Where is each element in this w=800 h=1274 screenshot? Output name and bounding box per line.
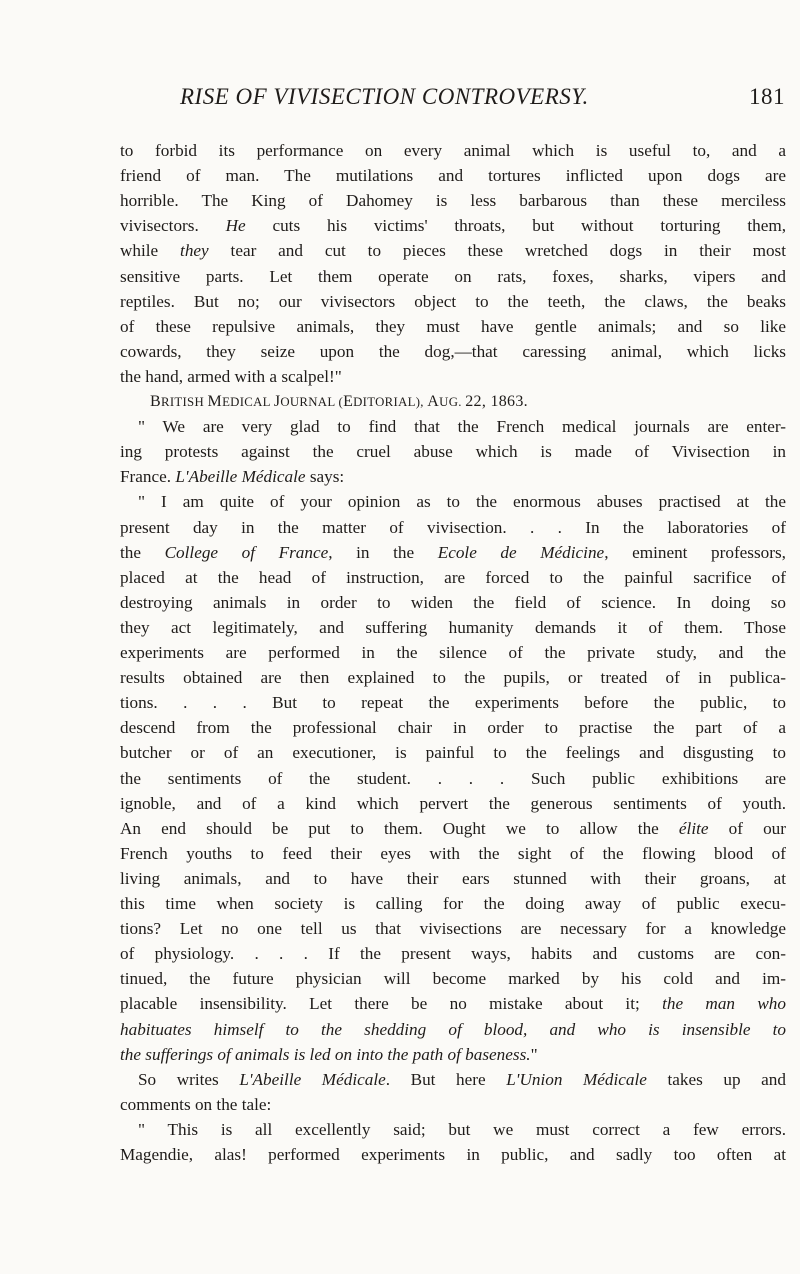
text-span: B <box>150 393 161 410</box>
text-line <box>120 464 344 489</box>
text-span: placable insensibility. Let there be no mistake about it; <box>120 994 663 1014</box>
text-line: placed at the head of instruction, are forced to the painful sacrifice of <box>120 567 786 587</box>
text-line: horrible. The King of Dahomey is less barbarous than these merciless <box>120 191 786 211</box>
text-span: OURNAL ( <box>280 395 344 409</box>
text-span: So writes <box>138 1069 240 1089</box>
text-line: of physiology. . . . If the present ways, habits and customs are con- <box>120 944 786 964</box>
italic-span: habituates himself to the shedding of blood, and who is insensible to <box>120 1019 786 1039</box>
text-line: cowards, they seize upon the dog,—that caressing animal, which licks <box>120 341 786 361</box>
text-line: comments on the tale: <box>120 1094 272 1114</box>
text-span: DITORIAL), <box>353 395 428 409</box>
text-span: An end should be put to them. Ought we to allow the <box>120 818 679 838</box>
text-line: " This is all excellently said; but we must correct a few errors. <box>138 1119 786 1139</box>
text-line <box>120 238 786 263</box>
text-line: French youths to feed their eyes with the sight of the flowing blood of <box>120 843 786 863</box>
text-line <box>120 816 786 841</box>
text-line: reptiles. But no; our vivisectors object to the teeth, the claws, the beaks <box>120 291 786 311</box>
section-heading <box>150 389 528 414</box>
text-span: tear and cut to pieces these wretched dogs in their most <box>208 241 786 261</box>
italic-span: the sufferings of animals is led on into the path of baseness. <box>120 1044 531 1064</box>
text-line: sensitive parts. Let them operate on rats, foxes, sharks, vipers and <box>120 266 786 286</box>
text-span: the <box>120 542 165 562</box>
text-span: M <box>207 393 223 410</box>
text-line: experiments are performed in the silence of the private study, and the <box>120 643 786 662</box>
text-line <box>120 213 786 238</box>
text-line: living animals, and to have their ears stunned with their groans, at <box>120 868 786 888</box>
text-span: cuts his victims' throats, but without torturing them, <box>245 216 786 236</box>
italic-span: they <box>180 241 209 261</box>
text-line: friend of man. The mutilations and tortures inflicted upon dogs are <box>120 166 786 186</box>
text-line: to forbid its performance on every animal which is useful to, and a <box>120 141 786 160</box>
text-line: descend from the professional chair in order to practise the part of a <box>120 718 786 738</box>
text-line: tions? Let no one tell us that vivisections are necessary for a knowledge <box>120 919 786 939</box>
text-line: of these repulsive animals, they must have gentle animals; and so like <box>120 316 786 336</box>
text-line <box>120 1042 538 1067</box>
italic-span: L'Abeille Médicale <box>239 1069 386 1089</box>
text-line: they act legitimately, and suffering humanity demands it of them. Those <box>120 617 786 637</box>
italic-span: College of France <box>164 542 329 562</box>
text-span: . But here <box>385 1069 507 1089</box>
text-line: this time when society is calling for the doing away of public execu- <box>120 894 786 913</box>
text-span: of our <box>708 818 786 838</box>
text-span: , in the <box>328 542 438 562</box>
text-line: " We are very glad to find that the French medical journals are enter- <box>138 417 786 437</box>
italic-span: He <box>225 216 246 236</box>
text-line: ignoble, and of a kind which pervert the generous sentiments of youth. <box>120 793 786 813</box>
text-line: the hand, armed with a scalpel!" <box>120 366 342 386</box>
text-line: present day in the matter of vivisection. . . In the laboratories of <box>120 517 786 537</box>
text-span: while <box>120 241 181 261</box>
text-span: takes up and <box>646 1069 786 1089</box>
text-line <box>120 540 786 565</box>
text-span: E <box>343 393 354 410</box>
text-span: France. <box>120 467 176 487</box>
text-span: , eminent professors, <box>604 542 786 562</box>
text-line: results obtained are then explained to the pupils, or treated of in publica- <box>120 668 786 688</box>
text-line: butcher or of an executioner, is painful to the feelings and disgusting to <box>120 743 786 763</box>
italic-span: élite <box>678 818 709 838</box>
text-span: says: <box>305 467 345 487</box>
text-span: 22, 1863. <box>465 393 528 410</box>
running-title: RISE OF VIVISECTION CONTROVERSY. <box>180 84 589 109</box>
text-span: A <box>427 393 440 410</box>
text-span: J <box>273 393 281 410</box>
italic-span: the man who <box>662 994 786 1014</box>
text-line: " I am quite of your opinion as to the enormous abuses practised at the <box>138 492 786 512</box>
text-span: RITISH <box>160 395 208 409</box>
italic-span: L'Union Médicale <box>506 1069 647 1089</box>
page-number: 181 <box>749 84 785 109</box>
text-span: " <box>530 1044 538 1064</box>
text-line: Magendie, alas! performed experiments in public, and sadly too often at <box>120 1145 786 1164</box>
italic-span: Ecole de Médicine <box>437 542 605 562</box>
text-line: tinued, the future physician will become marked by his cold and im- <box>120 969 786 989</box>
text-span: EDICAL <box>222 395 274 409</box>
text-span: vivisectors. <box>120 216 226 236</box>
text-line <box>120 1017 786 1042</box>
text-line <box>120 1067 786 1092</box>
running-head <box>180 84 785 114</box>
text-line: tions. . . . But to repeat the experiments before the public, to <box>120 693 786 713</box>
italic-span: L'Abeille Médicale <box>175 467 306 487</box>
text-line: the sentiments of the student. . . . Such public exhibitions are <box>120 768 786 788</box>
text-line: ing protests against the cruel abuse which is made of Vivisection in <box>120 442 786 462</box>
text-span: UG. <box>439 395 466 409</box>
text-line <box>120 991 786 1016</box>
text-line: destroying animals in order to widen the field of science. In doing so <box>120 592 786 612</box>
